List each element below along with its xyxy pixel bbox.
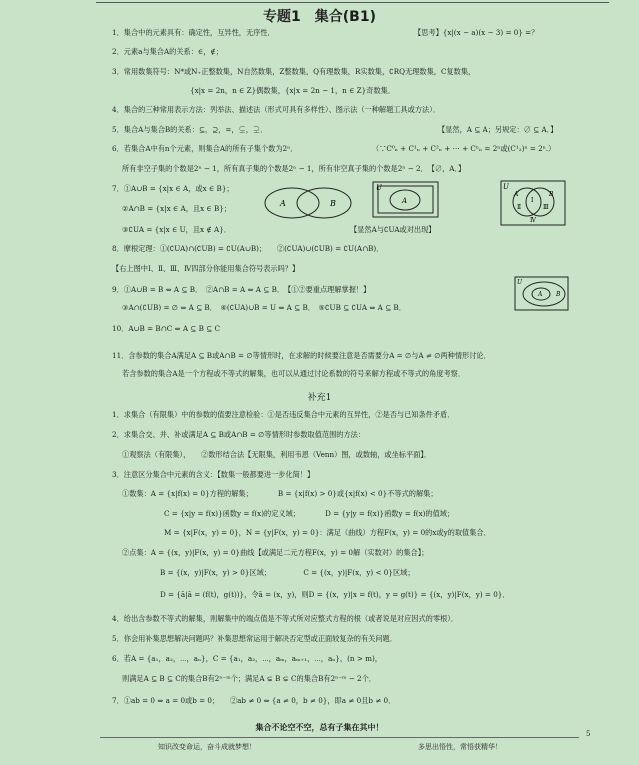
footer-right: 多思出悟性，常悟获精华！	[418, 743, 502, 751]
sub-line-3b: C = {x|y = f(x)}函数y = f(x)的定义域； D = {y|y = f(x)}函数y = f(x)的值域；	[164, 509, 455, 518]
line-8: 8．摩根定理：①(∁UA)∩(∁UB) = ∁U(A∪B)； ②(∁UA)∪(∁UB) = ∁U(A∩B)．	[112, 244, 384, 253]
venn-union-diagram	[262, 184, 354, 222]
line-7b: ②A∩B = {x|x ∈ A，且x ∈ B}；	[122, 204, 232, 213]
top-rule	[96, 2, 609, 3]
line-7c-note: 【显然A与∁UA或对出现】	[350, 225, 436, 234]
line-9b: ③A∩(∁UB) = ∅ ⇔ A ⊆ B． ④(∁UA)∪B = U ⇔ A ⊆ B． ⑤∁UB ⊆ ∁UA ⇔ A ⊆ B．	[122, 303, 406, 312]
svg-text:Ⅲ: Ⅲ	[543, 204, 549, 211]
svg-text:B: B	[556, 291, 561, 298]
svg-text:A: A	[514, 191, 519, 198]
sub-line-5: 5．你会用补集思想解决问题吗？补集思想常运用于解决否定型或正面较复杂的有关问题．	[112, 634, 397, 643]
line-11b: 若含参数的集合A是一个方程或不等式的解集，也可以从通过讨论系数的符号来解方程或不等式的角度考察．	[122, 369, 466, 378]
venn-subset-diagram	[514, 276, 570, 312]
svg-text:Ⅰ: Ⅰ	[531, 197, 534, 204]
line-5-note: 【显然，A ⊆ A；另规定：∅ ⊆ A．】	[438, 125, 558, 134]
svg-text:U: U	[376, 184, 382, 192]
footer-rule	[100, 737, 579, 738]
footer-left: 知识改变命运，奋斗成就梦想！	[158, 743, 256, 751]
line-6-note: （∵C⁰ₙ + C¹ₙ + C²ₙ + ⋯ + Cⁿₙ = 2ⁿ或(C¹₂)ⁿ = 2ⁿ.）	[372, 144, 556, 153]
sub-line-3d: ②点集：A = {(x，y)|F(x，y) = 0}曲线【或满足二元方程F(x，y) = 0解（实数对）的集合】；	[122, 548, 429, 557]
line-6b: 所有非空子集的个数是2ⁿ − 1，所有真子集的个数是2ⁿ − 1，所有非空真子集的个数是2ⁿ − 2． 【∅，A．】	[122, 164, 466, 173]
sub-line-7: 7．①ab = 0 ⇔ a = 0或b = 0； ②ab ≠ 0 ⇔ {a ≠ 0，b ≠ 0}，即a ≠ 0且b ≠ 0．	[112, 696, 396, 705]
line-7c: ③∁UA = {x|x ∈ U，且x ∉ A}．	[122, 225, 231, 234]
svg-text:B: B	[549, 191, 554, 198]
sub-line-6b: 则满足A ⊆ B ⊆ C的集合B有2ⁿ⁻ᵐ个；满足A ⊊ B ⊊ C的集合B有2ⁿ⁻ᵐ − 2个．	[122, 674, 376, 683]
footer-slogan: 集合不论空不空，总有子集在其中！	[255, 722, 384, 732]
line-7a: 7．①A∪B = {x|x ∈ A，或x ∈ B}；	[112, 184, 234, 193]
sub-line-3a: ①数集：A = {x|f(x) = 0}方程的解集； B = {x|f(x) > 0}或{x|f(x) < 0}不等式的解集；	[122, 489, 438, 498]
line-1: 1．集合中的元素具有：确定性，互异性，无序性．	[112, 28, 275, 37]
line-10: 10．A∪B = B∩C ⇔ A ⊆ B ⊆ C	[112, 324, 220, 333]
svg-text:Ⅳ: Ⅳ	[530, 217, 536, 224]
venn-four-regions-diagram	[500, 180, 568, 230]
line-8b: 【右上图中Ⅰ、Ⅱ、Ⅲ、Ⅳ四部分你能用集合符号表示吗？】	[112, 264, 300, 273]
venn-label-a: A	[280, 199, 286, 208]
svg-text:U: U	[517, 279, 523, 286]
sub-line-3e: B = {(x，y)|F(x，y) > 0}区域； C = {(x，y)|F(x，y) < 0}区域；	[160, 568, 415, 577]
sub-line-2b: ①观察法（有限集）， ②数形结合法【无限集，利用韦恩（Venn）图，或数轴，或坐标平面】．	[122, 450, 432, 459]
sub-line-2: 2．求集合交、并、补或满足A ⊆ B或A∩B = ∅等情形时参数取值范围的方法：	[112, 430, 366, 439]
page-number: 5	[586, 730, 591, 738]
svg-text:A: A	[402, 197, 408, 205]
sub-line-3: 3．注意区分集合中元素的含义：【数集一般都要进一步化简！】	[112, 470, 315, 479]
venn-label-b: B	[330, 199, 336, 208]
svg-text:A: A	[538, 291, 543, 298]
line-5: 5．集合A与集合B的关系：⊆，⊇，=，⊊，⊋．	[112, 125, 268, 134]
supplement-title: 补充1	[307, 393, 332, 403]
line-9a: 9．①A∪B = B ⇔ A ⊆ B． ②A∩B = A ⇔ A ⊆ B． 【①②要重点理解掌握！】	[112, 285, 371, 294]
sub-line-4: 4．给出含参数不等式的解集，则解集中的端点值是不等式所对应整式方程的根（或者说是对应因式的零根）．	[112, 614, 458, 623]
line-2: 2．元素a与集合A的关系：∈，∉；	[112, 47, 223, 56]
page-title: 专题1 集合(B1)	[263, 9, 376, 25]
line-3: 3．常用数集符号：N*或N₊正整数集，N自然数集，Z整数集，Q有理数集，R实数集，∁RQ无理数集，C复数集，	[112, 67, 476, 76]
sub-line-1: 1．求集合（有限集）中的参数的值要注意检验：①是否违反集合中元素的互异性，②是否与已知条件矛盾．	[112, 410, 455, 419]
line-11a: 11．含参数的集合A满足A ⊆ B或A∩B = ∅等情形时，在求解的时候要注意是否需要分A = ∅与A ≠ ∅两种情形讨论．	[112, 351, 491, 360]
line-6: 6．若集合A中有n个元素，则集合A的所有子集个数为2ⁿ．	[112, 144, 298, 153]
svg-text:U: U	[503, 183, 509, 191]
sub-line-3c: M = {x|F(x，y) = 0}，N = {y|F(x，y) = 0}：满足（曲线）方程F(x，y) = 0的x或y的取值集合．	[164, 528, 491, 537]
line-3b: {x|x = 2n，n ∈ Z}偶数集，{x|x = 2n − 1，n ∈ Z}奇数集．	[190, 86, 396, 95]
venn-complement-diagram	[372, 181, 440, 219]
svg-text:Ⅱ: Ⅱ	[517, 204, 522, 211]
line-4: 4．集合的三种常用表示方法：列举法、描述法（形式可具有多样性）、图示法（一种解题工具或方法）．	[112, 105, 441, 114]
sub-line-6: 6．若A = {a₁，a₂，⋯，aₙ}，C = {a₁，a₂，⋯，aₘ，aₘ₊₁，⋯，aₙ}，(n > m)，	[112, 654, 382, 663]
line-1-note: 【思考】{x|(x − a)(x − 3) = 0} =？	[414, 28, 539, 37]
sub-line-3f: D = {ā|ā = (f(t)，g(t))}，令ā = (x，y)，则D = {(x，y)|x = f(t)，y = g(t)} = {(x，y)|F(x，y) = 0}．	[160, 590, 510, 599]
